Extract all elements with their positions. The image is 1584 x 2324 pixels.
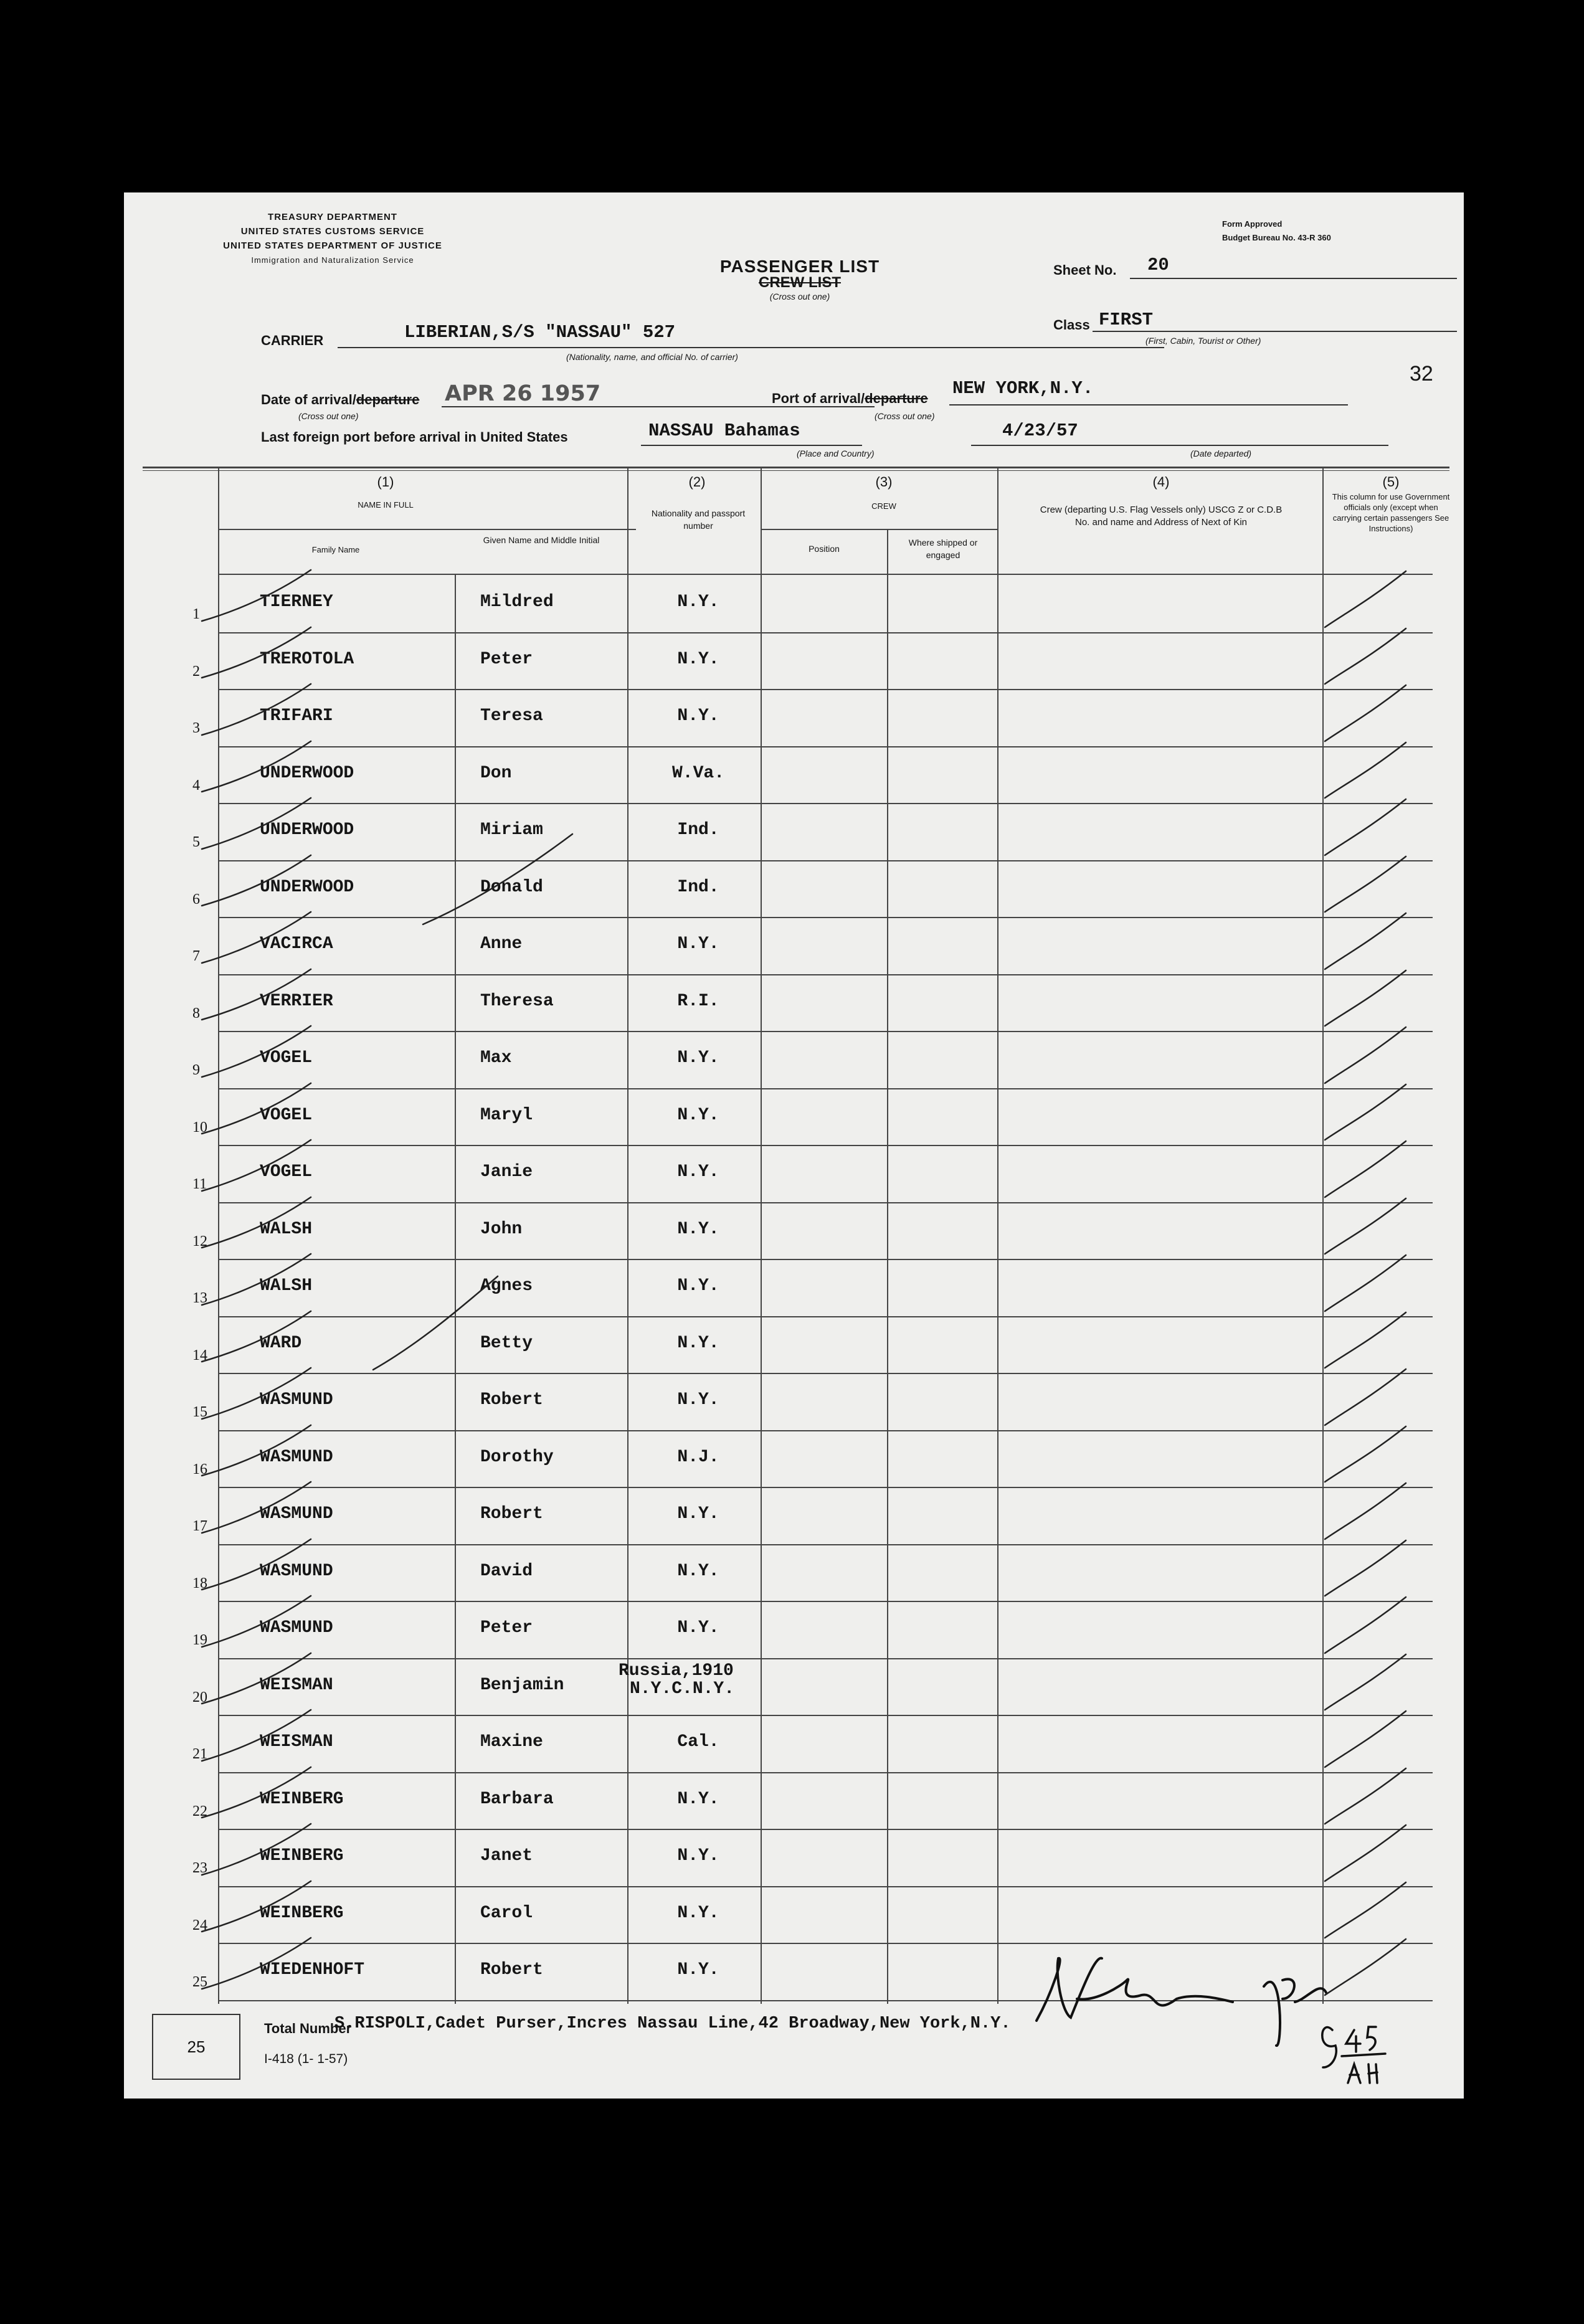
family-name-cell: VACIRCA [260,934,333,954]
row-number: 22 [192,1803,207,1819]
name-tick-mark [202,969,311,1020]
nationality-cell: N.Y. [677,934,719,954]
name-tick-mark [202,1653,311,1704]
row-number: 25 [192,1974,207,1990]
family-name-cell: WASMUND [260,1390,333,1410]
row-number: 21 [192,1746,207,1762]
given-name-cell: Betty [480,1334,533,1353]
name-tick-mark [202,1710,311,1761]
last-port-value: NASSAU Bahamas [648,420,800,441]
given-name-cell: Max [480,1048,512,1068]
nationality-cell: N.J. [677,1448,719,1467]
check-mark [1325,1939,1406,1995]
nationality-cell: Cal. [677,1732,719,1752]
name-tick-mark [202,1197,311,1248]
check-mark [1325,1426,1406,1482]
nationality-cell: N.Y. [677,1106,719,1125]
given-name-cell: David [480,1562,533,1581]
given-name-cell: Barbara [480,1790,554,1809]
nationality-cell: N.Y. [677,1390,719,1410]
given-name-cell: Anne [480,934,523,954]
nationality-cell-line2: N.Y.C.N.Y. [630,1679,735,1699]
family-name-cell: WASMUND [260,1504,333,1524]
passenger-list-title: PASSENGER LIST [719,257,880,276]
row-number: 12 [192,1233,207,1250]
departure-struck: departure [356,392,420,407]
page-number: 32 [1410,362,1433,386]
sheet-number: 20 [1147,255,1169,275]
row-number: 8 [192,1005,200,1022]
check-mark [1325,1825,1406,1881]
check-mark [1325,913,1406,969]
nationality-cell: N.Y. [677,1162,719,1182]
check-mark [1325,1369,1406,1425]
name-tick-mark [202,1938,311,1989]
check-mark [1325,1027,1406,1083]
given-name-cell: Maxine [480,1732,543,1752]
row-number: 23 [192,1860,207,1876]
family-name-cell: UNDERWOOD [260,820,354,840]
agency-line: Immigration and Naturalization Service [251,255,414,265]
name-tick-mark [202,1254,311,1305]
col1-title: NAME IN FULL [358,500,414,510]
carrier-note: (Nationality, name, and official No. of carrier) [566,352,738,362]
check-mark [1325,685,1406,741]
row-number: 24 [192,1917,207,1933]
agency-line: UNITED STATES CUSTOMS SERVICE [240,226,425,237]
row-number: 13 [192,1290,207,1306]
form-approved-text: Form Approved [1222,219,1283,229]
handwritten-marks [124,192,1464,2099]
family-name-cell: UNDERWOOD [260,764,354,783]
row-number: 18 [192,1575,207,1591]
nationality-cell: N.Y. [677,1790,719,1809]
family-name-cell: WASMUND [260,1448,333,1467]
nationality-cell: N.Y. [677,1904,719,1923]
arrival-date-stamp: APR 26 1957 [445,381,601,406]
row-number: 5 [192,834,200,850]
family-name-cell: WEISMAN [260,1732,333,1752]
family-name-cell: UNDERWOOD [260,878,354,897]
given-name-cell: Janie [480,1162,533,1182]
arrival-cross-note: (Cross out one) [298,411,359,421]
name-tick-mark [202,1881,311,1932]
check-mark [1325,799,1406,855]
name-tick-mark [202,1083,311,1134]
family-name-cell: TREROTOLA [260,650,354,669]
name-tick-mark [202,1140,311,1191]
check-mark [1325,970,1406,1026]
row-number: 1 [192,606,200,622]
long-stroke [423,834,572,924]
check-mark [1325,571,1406,627]
given-name-cell: Miriam [480,820,543,840]
family-name-cell: WEISMAN [260,1676,333,1695]
class-value: FIRST [1099,310,1154,330]
check-mark [1325,856,1406,912]
col2-title: Nationality and passport number [651,508,746,531]
name-tick-mark [202,1425,311,1476]
port-departure-struck: departure [865,391,928,406]
given-name-cell: Maryl [480,1106,533,1125]
name-tick-mark [202,798,311,849]
family-name-cell: WIEDENHOFT [260,1960,365,1980]
check-mark [1325,1711,1406,1767]
agency-line: TREASURY DEPARTMENT [268,212,397,222]
name-tick-mark [202,684,311,735]
nationality-cell: N.Y. [677,1334,719,1353]
name-tick-mark [202,912,311,963]
long-stroke [373,1276,498,1370]
nationality-cell: N.Y. [677,592,719,612]
check-mark [1325,1483,1406,1539]
given-name-cell: Robert [480,1390,543,1410]
nationality-cell: N.Y. [677,1960,719,1980]
given-name-cell: Carol [480,1904,533,1923]
col2-number: (2) [688,474,706,490]
row-number: 10 [192,1119,207,1136]
row-number: 14 [192,1347,207,1364]
sheet-label: Sheet No. [1053,262,1117,278]
given-name-cell: Robert [480,1960,543,1980]
name-tick-mark [202,570,311,621]
family-name-cell: WALSH [260,1220,313,1239]
position-header: Position [809,544,840,554]
given-name-cell: Donald [480,878,543,897]
family-name-cell: TRIFARI [260,706,333,726]
family-name-cell: WEINBERG [260,1790,344,1809]
given-name-cell: John [480,1220,523,1239]
given-name-cell: Peter [480,1618,533,1638]
name-tick-mark [202,1539,311,1590]
nationality-cell: Ind. [677,878,719,897]
date-departed-value: 4/23/57 [1002,420,1078,441]
check-mark [1325,1597,1406,1653]
port-cross-note: (Cross out one) [875,411,935,421]
family-name-cell: VERRIER [260,992,333,1011]
check-mark [1325,1312,1406,1368]
col5-title: This column for use Government officials only (except when carrying certain passengers See Instructions) [1332,492,1450,533]
nationality-cell: N.Y. [677,706,719,726]
signature-line: S.RISPOLI,Cadet Purser,Incres Nassau Line,42 Broadway,New York,N.Y. [334,2014,1011,2033]
agency-line: UNITED STATES DEPARTMENT OF JUSTICE [223,240,442,251]
name-tick-mark [202,1767,311,1818]
row-number: 17 [192,1518,207,1534]
col1-number: (1) [377,474,394,490]
initials-mark [1322,2027,1385,2083]
family-name-cell: WEINBERG [260,1846,344,1866]
nationality-cell: Russia,1910 [619,1661,734,1681]
col4-title: Crew (departing U.S. Flag Vessels only) USCG Z or C.D.B No. and name and Address of Next of Kin [1040,505,1283,528]
crew-header: CREW [871,501,896,511]
place-note: (Place and Country) [797,448,875,458]
carrier-value: LIBERIAN,S/S "NASSAU" 527 [404,322,676,343]
given-name-cell: Teresa [480,706,543,726]
passenger-list-sheet [124,192,1464,2099]
carrier-label: CARRIER [261,333,324,348]
nationality-cell: N.Y. [677,1504,719,1524]
family-name-cell: WASMUND [260,1618,333,1638]
family-name-cell: VOGEL [260,1048,313,1068]
col3-number: (3) [875,474,893,490]
total-label: Total Number [264,2021,352,2036]
given-name-cell: Robert [480,1504,543,1524]
check-mark [1325,1198,1406,1254]
nationality-cell: Ind. [677,820,719,840]
family-name-cell: TIERNEY [260,592,333,612]
form-number: I-418 (1- 1-57) [264,2052,348,2066]
given-name-cell: Don [480,764,512,783]
check-mark [1325,1540,1406,1596]
check-mark [1325,1255,1406,1311]
family-name-cell: WARD [260,1334,302,1353]
name-tick-mark [202,1596,311,1647]
shipped-header: Where shipped or engaged [908,538,978,560]
col4-number: (4) [1152,474,1170,490]
family-name-cell: VOGEL [260,1106,313,1125]
family-name-cell: WASMUND [260,1562,333,1581]
name-tick-mark [202,741,311,792]
port-label-text: Port of arrival/ [772,391,865,406]
port-value: NEW YORK,N.Y. [952,378,1094,399]
given-name-header: Given Name and Middle Initial [483,535,600,545]
nationality-cell: N.Y. [677,1048,719,1068]
arrival-label-text: Date of arrival/ [261,392,356,407]
given-name-cell: Benjamin [480,1676,564,1695]
row-number: 9 [192,1062,200,1078]
row-number: 3 [192,720,200,736]
name-tick-mark [202,1482,311,1533]
row-number: 6 [192,891,200,908]
row-number: 16 [192,1461,207,1477]
nationality-cell: N.Y. [677,1846,719,1866]
family-name-cell: WEINBERG [260,1904,344,1923]
family-name-cell: WALSH [260,1276,313,1296]
budget-bureau-text: Budget Bureau No. 43-R 360 [1222,233,1331,242]
given-name-cell: Theresa [480,992,554,1011]
name-tick-mark [202,1311,311,1362]
class-note: (First, Cabin, Tourist or Other) [1145,336,1261,346]
nationality-cell: N.Y. [677,1562,719,1581]
class-label: Class [1053,317,1090,333]
nationality-cell: W.Va. [671,764,724,783]
row-number: 4 [192,777,200,794]
check-mark [1325,1084,1406,1140]
name-tick-mark [202,855,311,906]
official-check-marks [202,570,1406,1995]
check-mark [1325,1654,1406,1710]
nationality-cell: N.Y. [677,1220,719,1239]
check-mark [1325,1141,1406,1197]
nationality-cell: R.I. [677,992,719,1011]
name-tick-mark [202,1026,311,1077]
date-departed-note: (Date departed) [1190,448,1252,458]
given-name-cell: Mildred [480,592,554,612]
col5-number: (5) [1382,474,1400,490]
check-mark [1325,742,1406,798]
family-name-header: Family Name [311,545,360,554]
cross-out-note: (Cross out one) [769,292,830,301]
nationality-cell: N.Y. [677,1618,719,1638]
crew-list-struck: CREW LIST [759,274,841,291]
inspector-signature [1036,1958,1326,2046]
given-name-cell: Agnes [480,1276,533,1296]
check-mark [1325,1882,1406,1938]
row-number: 2 [192,663,200,680]
name-tick-mark [202,627,311,678]
row-number: 7 [192,948,200,964]
check-mark [1325,1768,1406,1824]
check-mark [1325,628,1406,684]
nationality-cell: N.Y. [677,1276,719,1296]
name-tick-mark [202,1824,311,1875]
family-name-cell: VOGEL [260,1162,313,1182]
given-name-cell: Peter [480,650,533,669]
total-box: 25 [152,2014,240,2080]
row-number: 20 [192,1689,207,1705]
given-name-cell: Janet [480,1846,533,1866]
given-name-cell: Dorothy [480,1448,554,1467]
nationality-cell: N.Y. [677,650,719,669]
row-number: 19 [192,1632,207,1648]
row-number: 11 [192,1176,207,1192]
last-port-label: Last foreign port before arrival in United States [261,429,568,445]
name-tick-mark [202,1368,311,1419]
row-number: 15 [192,1404,207,1420]
